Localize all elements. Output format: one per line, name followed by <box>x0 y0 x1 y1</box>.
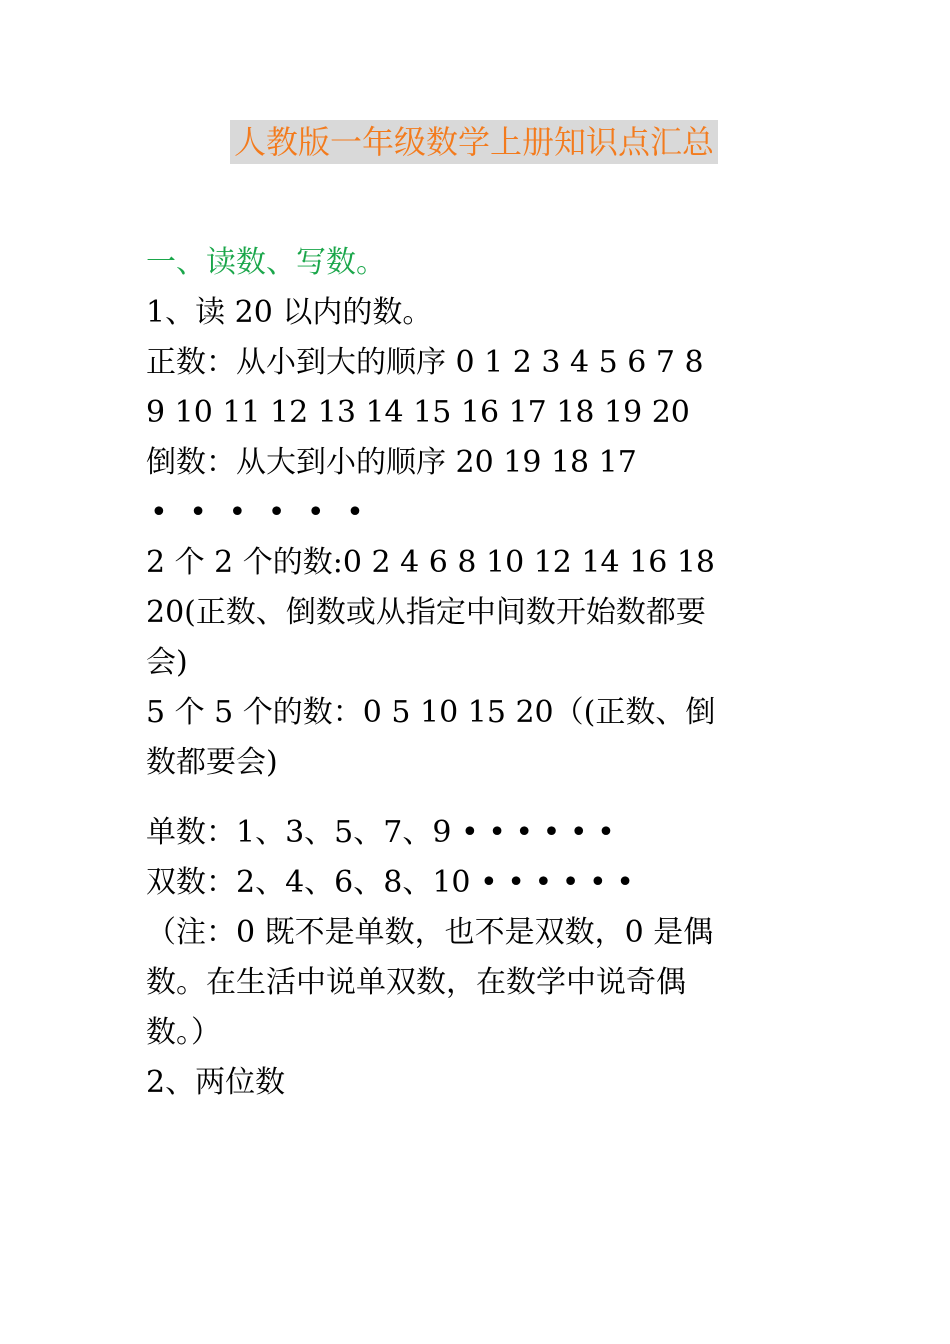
text-line: 1、读 20 以内的数。 <box>146 295 433 330</box>
subsection-heading: 2、两位数 <box>146 1065 286 1100</box>
text-line: 5 个 5 个的数：0 5 10 15 20（(正数、倒 <box>146 695 716 730</box>
text-line: 会) <box>146 645 188 680</box>
text-line: 20(正数、倒数或从指定中间数开始数都要 <box>146 595 706 630</box>
text-line: 9 10 11 12 13 14 15 16 17 18 19 20 <box>146 395 690 430</box>
text-line: 双数：2、4、6、8、10 • • • • • • <box>146 865 634 900</box>
ellipsis-dots: • • • • • • <box>150 495 370 530</box>
text-line: 单数：1、3、5、7、9 • • • • • • <box>146 815 615 850</box>
text-line: 数。） <box>146 1015 221 1050</box>
text-line: 正数：从小到大的顺序 0 1 2 3 4 5 6 7 8 <box>146 345 704 380</box>
section-heading: 一、读数、写数。 <box>146 245 386 280</box>
text-line: （注：0 既不是单数，也不是双数，0 是偶 <box>146 915 714 950</box>
document-title: 人教版一年级数学上册知识点汇总 <box>230 120 718 164</box>
paragraph-gap <box>146 788 826 808</box>
text-line: 数都要会) <box>146 745 278 780</box>
document-body <box>146 238 826 1108</box>
text-line: 2 个 2 个的数:0 2 4 6 8 10 12 14 16 18 <box>146 545 716 580</box>
text-line: 数。在生活中说单双数，在数学中说奇偶 <box>146 965 686 1000</box>
text-line: 倒数：从大到小的顺序 20 19 18 17 <box>146 445 637 480</box>
